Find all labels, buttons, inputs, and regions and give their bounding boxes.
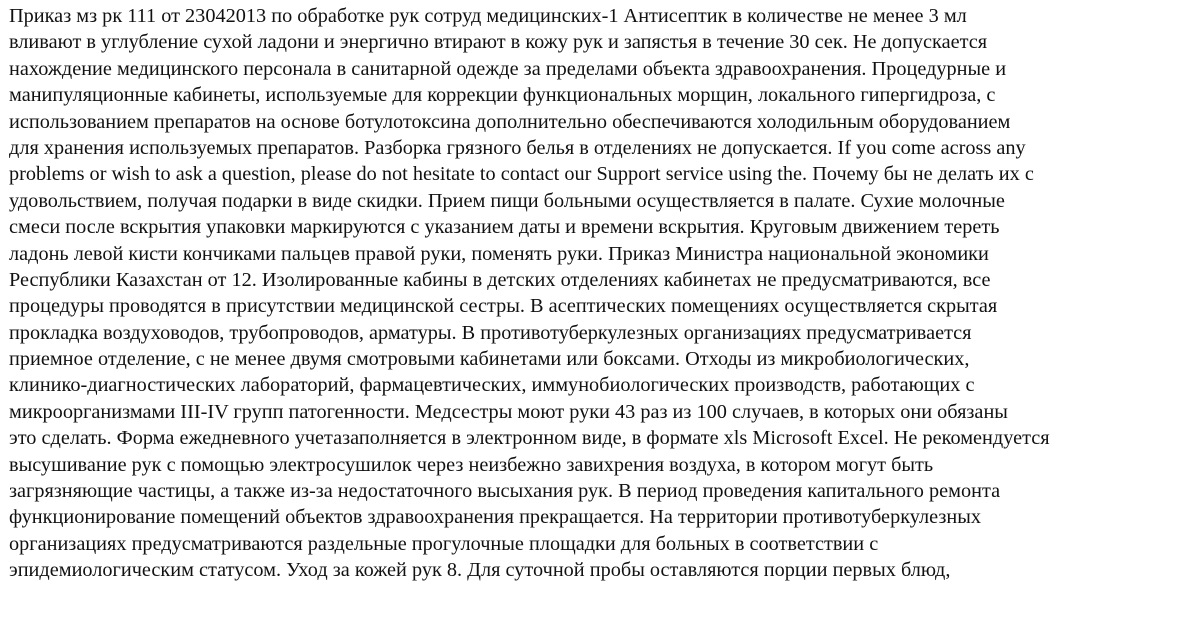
text-line: высушивание рук с помощью электросушилок через неизбежно завихрения воздуха, в котором могут быть — [9, 453, 934, 476]
text-line: для хранения используемых препаратов. Разборка грязного белья в отделениях не допускается. If you come across any — [9, 136, 1026, 159]
text-line: использованием препаратов на основе ботулотоксина дополнительно обеспечиваются холодильным оборудованием — [9, 110, 1011, 133]
text-line: нахождение медицинского персонала в санитарной одежде за пределами объекта здравоохранения. Процедурные и — [9, 57, 1007, 80]
text-line: это сделать. Форма ежедневного учетазаполняется в электронном виде, в формате xls Microsoft Excel. Не рекомендуется — [9, 427, 1050, 450]
text-line: ладонь левой кисти кончиками пальцев правой руки, поменять руки. Приказ Министра национальной экономики — [9, 242, 989, 265]
text-line: процедуры проводятся в присутствии медицинской сестры. В асептических помещениях осуществляется скрытая — [9, 295, 998, 318]
text-line: организациях предусматриваются раздельные прогулочные площадки для больных в соответствии с — [9, 532, 879, 555]
text-line: манипуляционные кабинеты, используемые для коррекции функциональных морщин, локального гипергидроза, с — [9, 84, 996, 107]
text-line: удовольствием, получая подарки в виде скидки. Прием пищи больными осуществляется в палате. Сухие молочные — [9, 189, 1005, 212]
text-line: прокладка воздуховодов, трубопроводов, арматуры. В противотуберкулезных организациях предусматривается — [9, 321, 972, 344]
text-line: клинико-диагностических лабораторий, фармацевтических, иммунобиологических производств, работающих с — [9, 374, 975, 397]
text-line: смеси после вскрытия упаковки маркируются с указанием даты и времени вскрытия. Круговым движением тереть — [9, 216, 1000, 239]
text-line: вливают в углубление сухой ладони и энергично втирают в кожу рук и запястья в течение 30 сек. Не допускается — [9, 31, 988, 54]
text-line: Республики Казахстан от 12. Изолированные кабины в детских отделениях кабинетах не предусматриваются, все — [9, 268, 991, 291]
text-line: микроорганизмами III-IV групп патогенности. Медсестры моют руки 43 раз из 100 случаев, в которых они обязаны — [9, 400, 1008, 423]
text-line: функционирование помещений объектов здравоохранения прекращается. На территории противотуберкулезных — [9, 506, 982, 529]
text-line: Приказ мз рк 111 от 23042013 по обработке рук сотруд медицинских-1 Антисептик в количестве не менее 3 мл — [9, 5, 967, 27]
text-line: problems or wish to ask a question, please do not hesitate to contact our Support service using the. Почему бы не делать их с — [9, 163, 1034, 186]
text-line: эпидемиологическим статусом. Уход за кожей рук 8. Для суточной пробы оставляются порции первых блюд, — [9, 559, 951, 582]
text-line: загрязняющие частицы, а также из-за недостаточного высыхания рук. В период проведения капитального ремонта — [9, 480, 1001, 503]
text-line: приемное отделение, с не менее двумя смотровыми кабинетами или боксами. Отходы из микробиологических, — [9, 348, 970, 371]
document-text — [9, 3, 1194, 584]
